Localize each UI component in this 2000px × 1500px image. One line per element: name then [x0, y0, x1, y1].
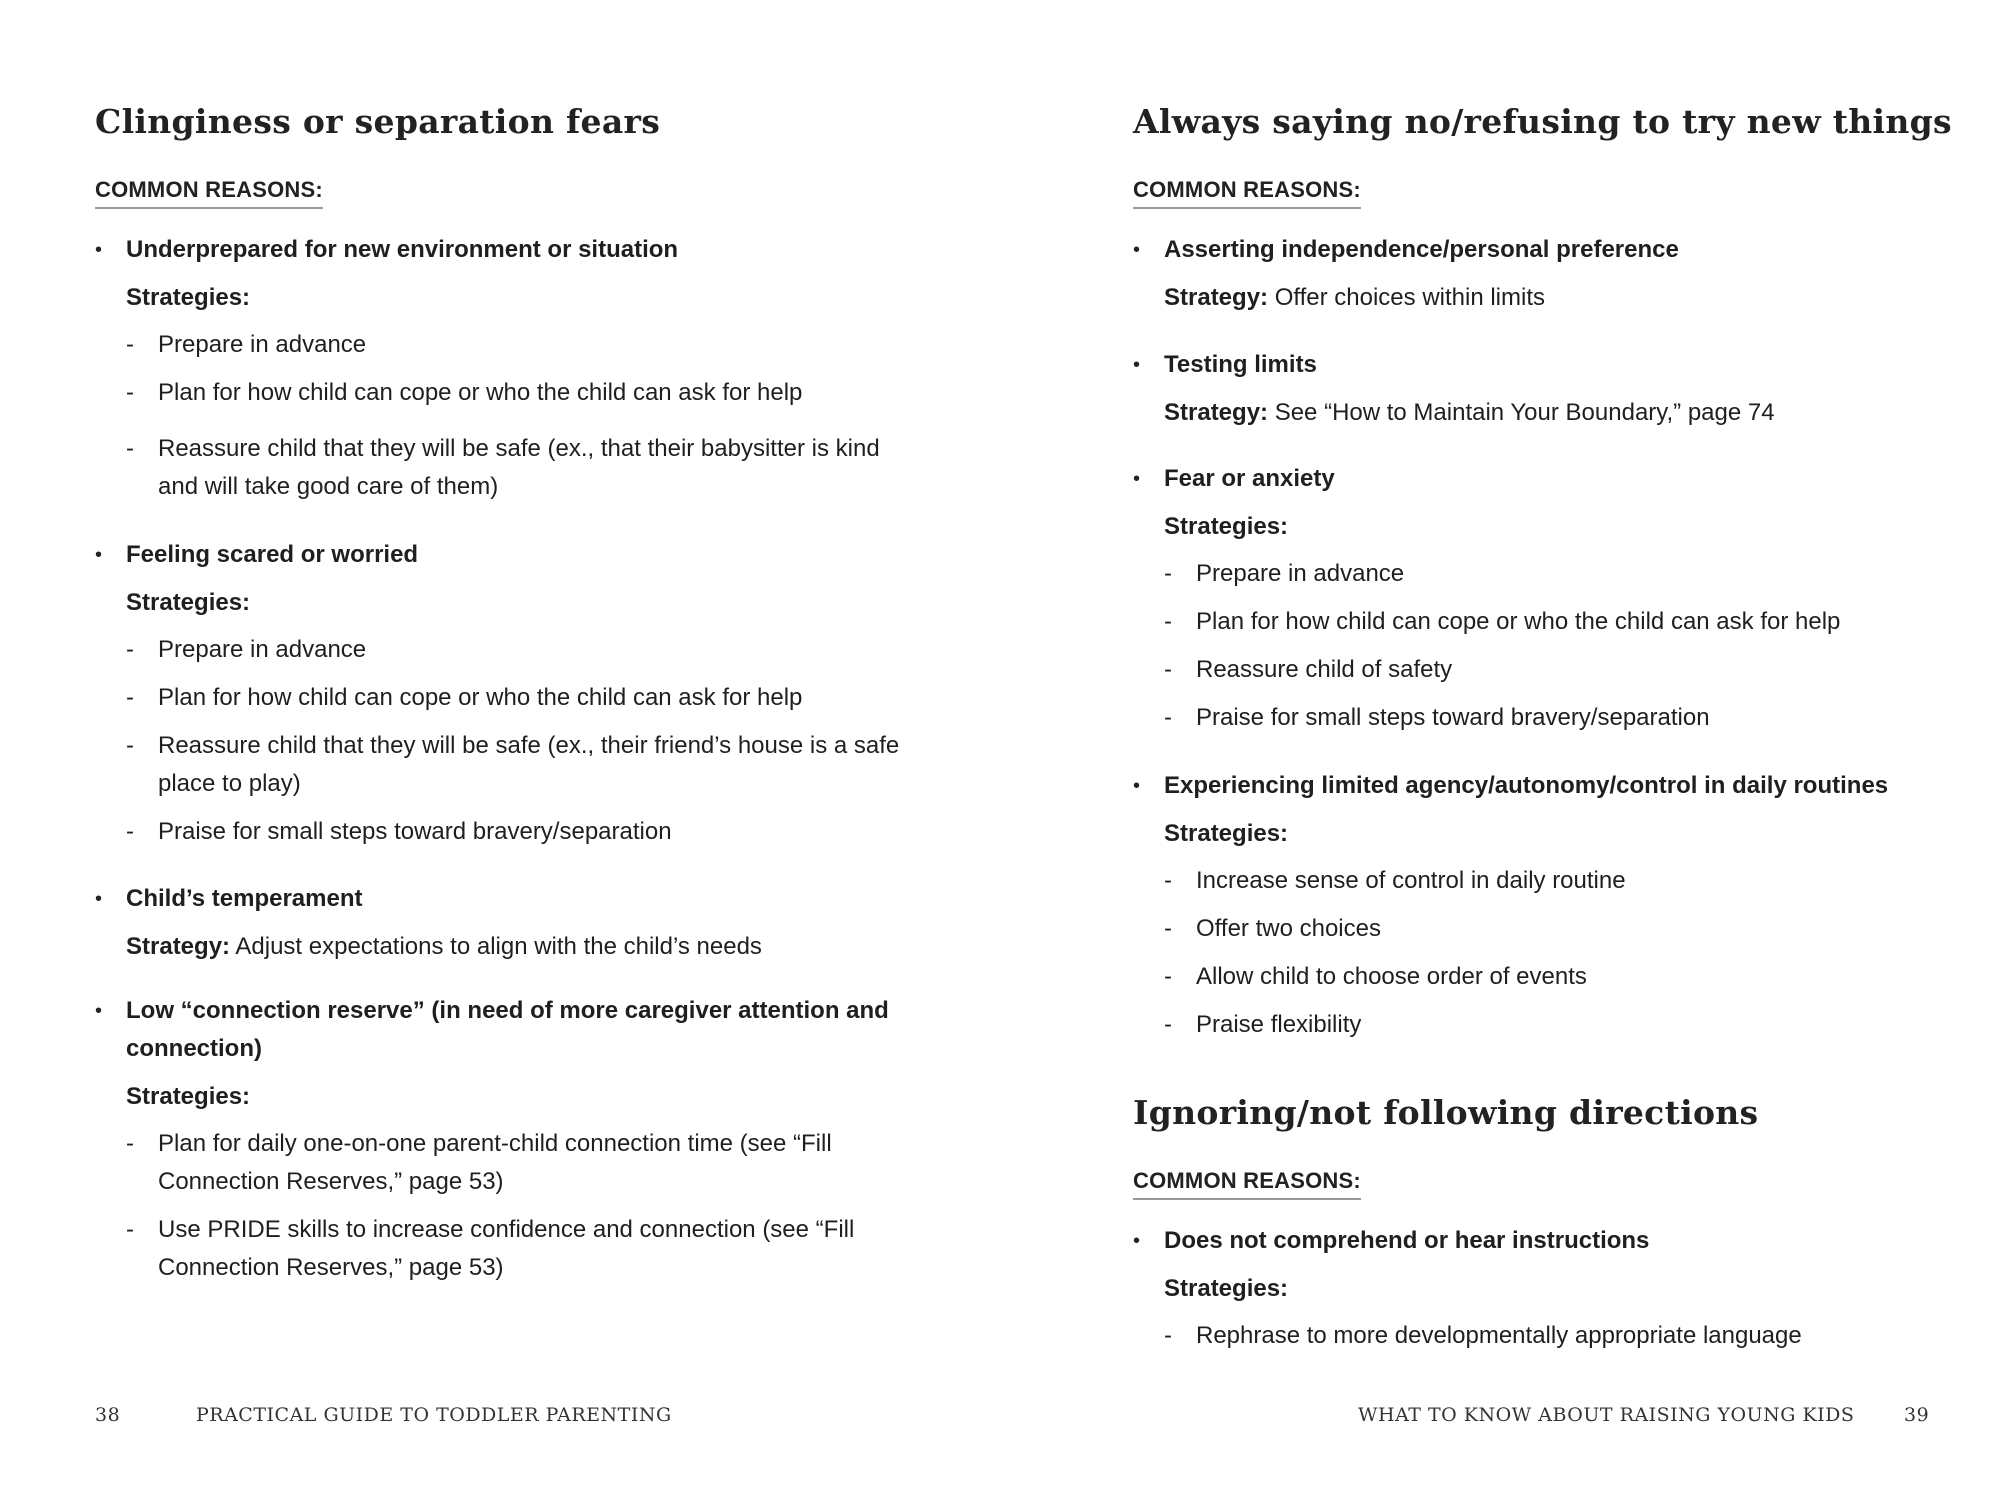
reason-title: Testing limits: [1164, 351, 1317, 378]
dash-icon: -: [126, 1130, 134, 1157]
strategy-item: - Allow child to choose order of events: [1164, 958, 1994, 996]
bullet-icon: •: [1133, 354, 1141, 376]
strategy-item: - Plan for how child can cope or who the child can ask for help: [126, 374, 916, 412]
reason-title: Child’s temperament: [126, 885, 363, 912]
strategy-label: Strategy:: [1164, 284, 1269, 311]
dash-icon: -: [1164, 915, 1172, 942]
dash-icon: -: [126, 636, 134, 663]
dash-icon: -: [126, 435, 134, 462]
dash-icon: -: [126, 732, 134, 759]
strategies-label: Strategies:: [1164, 513, 1289, 540]
running-head: WHAT TO KNOW ABOUT RAISING YOUNG KIDS: [1358, 1404, 1855, 1426]
reason-title: Low “connection reserve” (in need of more caregiver attention and connection): [126, 997, 889, 1062]
strategy-label: Strategy:: [126, 933, 231, 960]
strategy-item: - Prepare in advance: [126, 326, 916, 364]
strategy-item: - Reassure child that they will be safe (ex., their friend’s house is a safe place to play): [126, 727, 916, 803]
dash-icon: -: [1164, 560, 1172, 587]
reason-title: Does not comprehend or hear instructions: [1164, 1227, 1650, 1254]
strategy-text: Adjust expectations to align with the child’s needs: [235, 933, 762, 960]
strategy-item: - Increase sense of control in daily routine: [1164, 862, 1994, 900]
running-head: PRACTICAL GUIDE TO TODDLER PARENTING: [196, 1404, 672, 1426]
strategy-item: - Rephrase to more developmentally appropriate language: [1164, 1317, 1984, 1355]
dash-icon: -: [1164, 1011, 1172, 1038]
reason-item: [95, 536, 916, 861]
reason-title: Feeling scared or worried: [126, 541, 419, 568]
strategies-label: Strategies:: [126, 1083, 251, 1110]
strategy-label: Strategy:: [1164, 399, 1269, 426]
strategy-item: - Reassure child of safety: [1164, 651, 1984, 689]
strategies-label: Strategies:: [126, 589, 251, 616]
common-reasons-label: COMMON REASONS:: [95, 175, 323, 209]
reason-item: [1133, 231, 1984, 317]
reason-item: [95, 231, 916, 516]
strategy-text: Offer choices within limits: [1274, 284, 1546, 311]
bullet-icon: •: [95, 888, 103, 910]
reason-item: [95, 880, 916, 966]
section-title: Ignoring/not following directions: [1133, 1093, 1759, 1132]
dash-icon: -: [1164, 656, 1172, 683]
dash-icon: -: [126, 684, 134, 711]
reason-item: [1133, 767, 1994, 1054]
reason-item: [1133, 1222, 1984, 1365]
bullet-icon: •: [95, 1000, 103, 1022]
strategy-item: - Use PRIDE skills to increase confidence and connection (see “Fill Connection Reserves,” page 53): [126, 1211, 916, 1287]
dash-icon: -: [126, 818, 134, 845]
page-number: 39: [1904, 1404, 1930, 1426]
dash-icon: -: [126, 379, 134, 406]
dash-icon: -: [1164, 608, 1172, 635]
common-reasons-label: COMMON REASONS:: [1133, 175, 1361, 209]
bullet-icon: •: [1133, 775, 1141, 797]
strategy-item: - Plan for how child can cope or who the child can ask for help: [126, 679, 916, 717]
strategy-item: - Plan for how child can cope or who the child can ask for help: [1164, 603, 1984, 641]
dash-icon: -: [1164, 963, 1172, 990]
reason-title: Fear or anxiety: [1164, 465, 1335, 492]
strategy-item: - Prepare in advance: [126, 631, 916, 669]
strategies-label: Strategies:: [126, 284, 251, 311]
dash-icon: -: [1164, 867, 1172, 894]
strategy-item: - Reassure child that they will be safe (ex., that their babysitter is kind and will take good care of them): [126, 430, 916, 506]
section-title: Clinginess or separation fears: [95, 102, 661, 141]
strategy-item: - Offer two choices: [1164, 910, 1994, 948]
strategy-item: - Praise for small steps toward bravery/separation: [1164, 699, 1984, 737]
strategy-item: - Praise for small steps toward bravery/separation: [126, 813, 916, 851]
strategies-label: Strategies:: [1164, 1275, 1289, 1302]
page-number: 38: [95, 1404, 121, 1426]
reason-item: [95, 992, 916, 1297]
reason-title: Asserting independence/personal preference: [1164, 236, 1679, 263]
reason-item: [1133, 460, 1984, 747]
strategy-text: See “How to Maintain Your Boundary,” page 74: [1274, 399, 1775, 426]
strategies-label: Strategies:: [1164, 820, 1289, 847]
bullet-icon: •: [95, 544, 103, 566]
common-reasons-label: COMMON REASONS:: [1133, 1166, 1361, 1200]
strategy-item: - Prepare in advance: [1164, 555, 1984, 593]
dash-icon: -: [1164, 704, 1172, 731]
dash-icon: -: [1164, 1322, 1172, 1349]
reason-title: Experiencing limited agency/autonomy/control in daily routines: [1164, 772, 1889, 799]
bullet-icon: •: [1133, 468, 1141, 490]
strategy-item: - Praise flexibility: [1164, 1006, 1994, 1044]
bullet-icon: •: [95, 239, 103, 261]
bullet-icon: •: [1133, 239, 1141, 261]
strategy-item: - Plan for daily one-on-one parent-child connection time (see “Fill Connection Reserves,” page 53): [126, 1125, 916, 1201]
bullet-icon: •: [1133, 1230, 1141, 1252]
reason-title: Underprepared for new environment or situation: [126, 236, 679, 263]
reason-item: [1133, 346, 1984, 432]
dash-icon: -: [126, 331, 134, 358]
section-title: Always saying no/refusing to try new things: [1133, 102, 1952, 141]
dash-icon: -: [126, 1216, 134, 1243]
